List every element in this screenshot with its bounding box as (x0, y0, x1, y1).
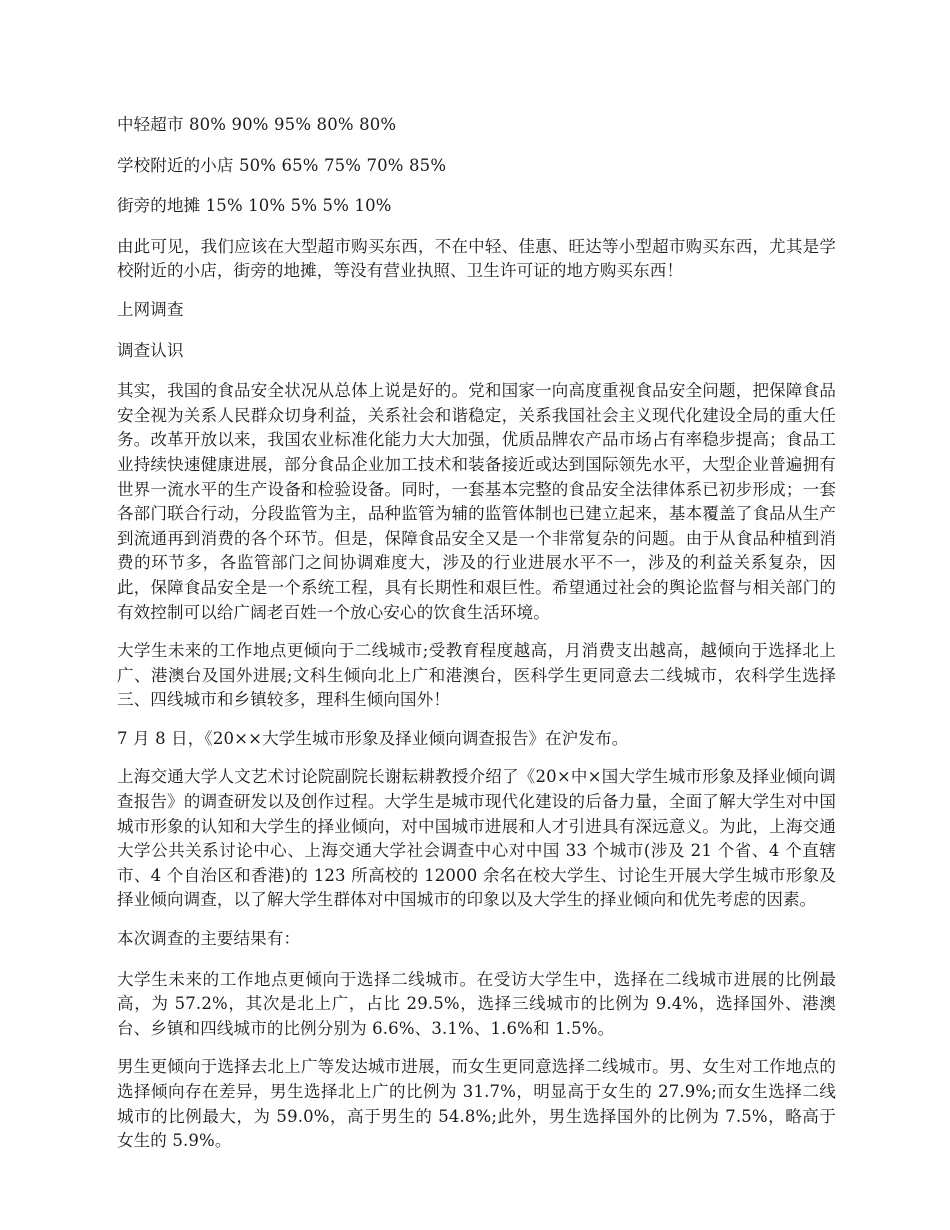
data-row-school-shops: 学校附近的小店 50% 65% 75% 70% 85% (117, 155, 447, 175)
main-results-heading: 本次调查的主要结果有： (117, 929, 301, 949)
food-safety-paragraph: 其实，我国的食品安全状况从总体上说是好的。党和国家一向高度重视食品安全问题，把保障食品安全视为关系人民群众切身利益，关系社会和谐稳定，关系我国社会主义现代化建设全局的重大任务。改革开放以来，我国农业标准化能力大大加强，优质品牌农产品市场占有率稳步提高；食品工业持续快速健康进展，部分食品企业加工技术和装备接近或达到国际领先水平，大型企业普遍拥有世界一流水平的生产设备和检验设备。同时，一套基本完整的食品安全法律体系已初步形成；一套各部门联合行动，分段监管为主，品种监管为辅的监管体制也已建立起来，基本覆盖了食品从生产到流通再到消费的各个环节。但是，保障食品安全又是一个非常复杂的问题。由于从食品种植到消费的环节多，各监管部门之间协调难度大，涉及的行业进展水平不一，涉及的利益关系复杂，因此，保障食品安全是一个系统工程，具有长期性和艰巨性。希望通过社会的舆论监督与相关部门的有效控制可以给广阔老百姓一个放心安心的饮食生活环境。 (117, 381, 836, 622)
gender-difference-paragraph: 男生更倾向于选择去北上广等发达城市进展，而女生更同意选择二线城市。男、女生对工作地点的选择倾向存在差异，男生选择北上广的比例为 31.7%，明显高于女生的 27.9%;而女生选择二线城市的比例最大，为 59.0%，高于男生的 54.8%;此外，男生选择国外的比例为 7.5%，略高于女生的 5.9%。 (117, 1057, 836, 1151)
report-release-paragraph: 7 月 8 日，《20××大学生城市形象及择业倾向调查报告》在沪发布。 (117, 728, 629, 748)
city-preference-results-paragraph: 大学生未来的工作地点更倾向于选择二线城市。在受访大学生中，选择在二线城市进展的比例最高，为 57.2%，其次是北上广，占比 29.5%，选择三线城市的比例为 9.4%，选择国外、港澳台、乡镇和四线城市的比例分别为 6.6%、3.1%、1.6%和 1.5%。 (117, 969, 836, 1038)
section-heading-online-survey: 上网调查 (117, 299, 184, 319)
data-row-zhongqing-supermarket: 中轻超市 80% 90% 95% 80% 80% (117, 115, 397, 134)
conclusion-paragraph: 由此可见，我们应该在大型超市购买东西，不在中轻、佳惠、旺达等小型超市购买东西，尤其是学校附近的小店，街旁的地摊，等没有营业执照、卫生许可证的地方购买东西！ (117, 236, 836, 281)
workplace-preference-summary: 大学生未来的工作地点更倾向于二线城市;受教育程度越高，月消费支出越高，越倾向于选择北上广、港澳台及国外进展;文科生倾向北上广和港澳台，医科学生更同意去二线城市，农科学生选择三、四线城市和乡镇较多，理科生倾向国外！ (117, 641, 836, 710)
data-row-street-stalls: 街旁的地摊 15% 10% 5% 5% 10% (117, 196, 392, 216)
report-introduction-paragraph: 上海交通大学人文艺术讨论院副院长谢耘耕教授介绍了《20×中×国大学生城市形象及择业倾向调查报告》的调查研发以及创作过程。大学生是城市现代化建设的后备力量，全面了解大学生对中国城市形象的认知和大学生的择业倾向，对中国城市进展和人才引进具有深远意义。为此，上海交通大学公共关系讨论中心、上海交通大学社会调查中心对中国 33 个城市(涉及 21 个省、4 个直辖市、4 个自治区和香港)的 123 所高校的 12000 余名在校大学生、讨论生开展大学生城市形象及择业倾向调查，以了解大学生群体对中国城市的印象以及大学生的择业倾向和优先考虑的因素。 (117, 767, 836, 910)
section-heading-survey-insight: 调查认识 (117, 340, 184, 360)
